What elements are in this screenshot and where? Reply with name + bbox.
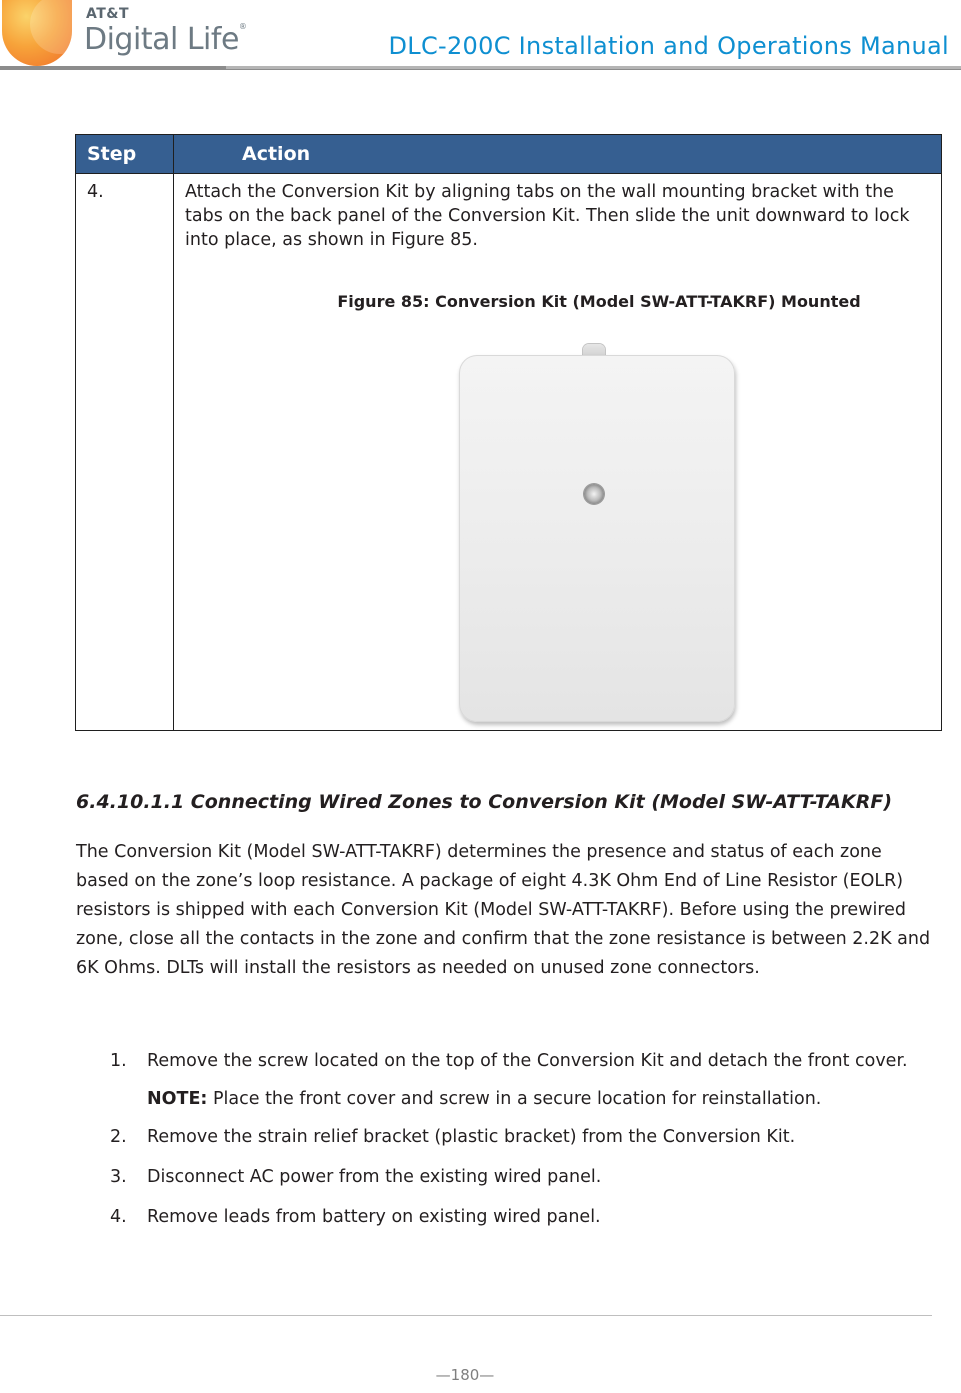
table-row (76, 174, 942, 731)
list-item (76, 1041, 936, 1117)
conversion-kit-device-image (459, 355, 735, 722)
list-item-text: Remove leads from battery on existing wired panel. (147, 1207, 601, 1227)
header-step: Step (76, 135, 174, 174)
step-number-cell: 4. (76, 174, 174, 731)
action-cell (174, 174, 942, 731)
steps-table (75, 134, 942, 731)
logo-att-text: AT&T (86, 6, 130, 22)
section-paragraph: The Conversion Kit (Model SW-ATT-TAKRF) determines the presence and status of each zone based on the zone’s loop resistance. A package of eight 4.3K Ohm End of Line Resistor (EOLR) resistors is shipped with each Conversion Kit (Model SW-ATT-TAKRF). Before using the prewired zone, close all the contacts in the zone and confirm that the zone resistance is between 2.2K and 6K Ohms. DLTs will install the resistors as needed on unused zone connectors. (76, 842, 931, 978)
manual-title: DLC-200C Installation and Operations Manual (388, 32, 949, 60)
logo-name-text: Digital Life (84, 22, 239, 57)
footer-divider (0, 1315, 932, 1316)
list-item-number: 1. (110, 1051, 127, 1071)
list-item-number: 4. (110, 1207, 127, 1227)
page-header (0, 0, 961, 72)
figure-caption: Figure 85: Conversion Kit (Model SW-ATT-TAKRF) Mounted (337, 292, 861, 311)
list-item-number: 2. (110, 1127, 127, 1147)
header-divider-light (226, 66, 961, 69)
list-item-text: Remove the screw located on the top of the Conversion Kit and detach the front cover. (147, 1051, 908, 1071)
conversion-kit-figure (185, 314, 933, 730)
action-text: Attach the Conversion Kit by aligning tabs on the wall mounting bracket with the tabs on the back panel of the Conversion Kit. Then slide the unit downward to lock into place, as shown in Figure 85. (185, 182, 910, 250)
list-item-number: 3. (110, 1167, 127, 1187)
section-heading: 6.4.10.1.1 Connecting Wired Zones to Conversion Kit (Model SW-ATT-TAKRF) (76, 791, 892, 813)
note-text: Place the front cover and screw in a secure location for reinstallation. (207, 1089, 822, 1109)
logo-registered-mark: ® (238, 22, 247, 31)
device-screw-icon (584, 484, 604, 504)
header-action: Action (174, 135, 942, 174)
list-item-text: Disconnect AC power from the existing wired panel. (147, 1167, 602, 1187)
procedure-list (76, 1041, 936, 1237)
table-header-row (76, 135, 942, 174)
note (147, 1081, 936, 1117)
note-label: NOTE: (147, 1089, 208, 1109)
list-item (76, 1197, 936, 1237)
list-item-text: Remove the strain relief bracket (plastic bracket) from the Conversion Kit. (147, 1127, 796, 1147)
page-number: —180— (435, 1366, 495, 1384)
list-item (76, 1117, 936, 1157)
logo-digital-life (84, 22, 246, 57)
att-globe-logo-icon (2, 0, 72, 66)
list-item (76, 1157, 936, 1197)
